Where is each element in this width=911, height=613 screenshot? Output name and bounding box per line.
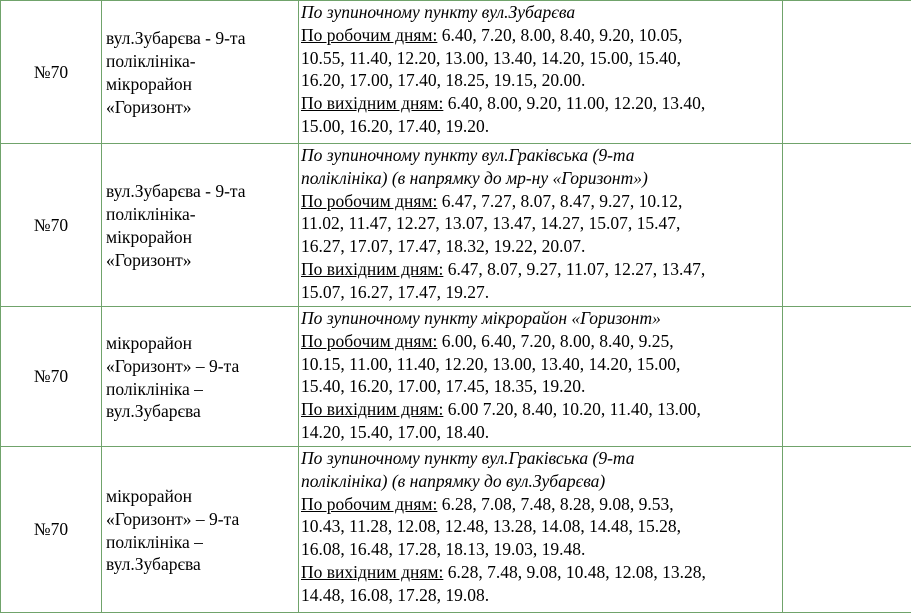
- route-line: вул.Зубарєва - 9-та: [106, 27, 298, 50]
- weekend-times: [301, 92, 782, 115]
- weekend-label: По вихідним дням:: [301, 259, 443, 279]
- stop-name: По зупиночному пункту мікрорайон «Горизонт»: [301, 307, 782, 330]
- route-line: мікрорайон: [106, 485, 298, 508]
- weekday-times-line: 6.47, 7.27, 8.07, 8.47, 9.27, 10.12,: [437, 191, 682, 211]
- weekday-times-line: 6.40, 7.20, 8.00, 8.40, 9.20, 10.05,: [437, 25, 682, 45]
- timetable-cell: [299, 447, 783, 613]
- weekend-label: По вихідним дням:: [301, 399, 443, 419]
- route-line: поліклініка-: [106, 203, 298, 226]
- timetable-cell: [299, 144, 783, 307]
- table-row: [1, 1, 911, 144]
- route-line: мікрорайон: [106, 73, 298, 96]
- route-line: «Горизонт»: [106, 96, 298, 119]
- timetable-cell: [299, 307, 783, 447]
- weekday-times: [301, 330, 782, 353]
- route-description: [102, 307, 299, 447]
- weekend-times-line: 6.28, 7.48, 9.08, 10.48, 12.08, 13.28,: [443, 562, 706, 582]
- stop-name: поліклініка) (в напрямку до вул.Зубарєва): [301, 470, 782, 493]
- route-line: «Горизонт» – 9-та: [106, 508, 298, 531]
- weekend-times-line: 14.48, 16.08, 17.28, 19.08.: [301, 584, 782, 607]
- weekday-times: [301, 493, 782, 516]
- route-number: №70: [1, 144, 102, 307]
- weekday-label: По робочим дням:: [301, 331, 437, 351]
- route-line: поліклініка –: [106, 531, 298, 554]
- table-row: [1, 144, 911, 307]
- weekday-times-line: 10.43, 11.28, 12.08, 12.48, 13.28, 14.08, 14.48, 15.28,: [301, 515, 782, 538]
- route-number: №70: [1, 447, 102, 613]
- weekday-times-line: 16.27, 17.07, 17.47, 18.32, 19.22, 20.07.: [301, 235, 782, 258]
- weekend-times-line: 6.00 7.20, 8.40, 10.20, 11.40, 13.00,: [443, 399, 700, 419]
- route-line: поліклініка-: [106, 50, 298, 73]
- route-description: [102, 144, 299, 307]
- route-number: №70: [1, 307, 102, 447]
- stop-name: По зупиночному пункту вул.Граківська (9-та: [301, 447, 782, 470]
- route-line: «Горизонт»: [106, 249, 298, 272]
- route-line: мікрорайон: [106, 332, 298, 355]
- timetable-cell: [299, 1, 783, 144]
- weekday-times: [301, 24, 782, 47]
- weekend-times: [301, 398, 782, 421]
- weekday-label: По робочим дням:: [301, 494, 437, 514]
- table-row: [1, 307, 911, 447]
- empty-cell: [783, 447, 911, 613]
- weekend-times: [301, 561, 782, 584]
- weekday-times-line: 6.28, 7.08, 7.48, 8.28, 9.08, 9.53,: [437, 494, 673, 514]
- weekday-times: [301, 190, 782, 213]
- weekday-times-line: 6.00, 6.40, 7.20, 8.00, 8.40, 9.25,: [437, 331, 673, 351]
- weekend-times: [301, 258, 782, 281]
- route-line: вул.Зубарєва: [106, 553, 298, 576]
- empty-cell: [783, 307, 911, 447]
- weekend-times-line: 15.07, 16.27, 17.47, 19.27.: [301, 281, 782, 304]
- weekend-label: По вихідним дням:: [301, 562, 443, 582]
- stop-name: По зупиночному пункту вул.Зубарєва: [301, 1, 782, 24]
- empty-cell: [783, 1, 911, 144]
- weekday-times-line: 11.02, 11.47, 12.27, 13.07, 13.47, 14.27, 15.07, 15.47,: [301, 212, 782, 235]
- route-line: вул.Зубарєва - 9-та: [106, 180, 298, 203]
- weekend-times-line: 6.40, 8.00, 9.20, 11.00, 12.20, 13.40,: [443, 93, 705, 113]
- route-number: №70: [1, 1, 102, 144]
- weekend-label: По вихідним дням:: [301, 93, 443, 113]
- weekday-times-line: 10.55, 11.40, 12.20, 13.00, 13.40, 14.20, 15.00, 15.40,: [301, 47, 782, 70]
- weekday-label: По робочим дням:: [301, 191, 437, 211]
- table-row: [1, 447, 911, 613]
- weekday-label: По робочим дням:: [301, 25, 437, 45]
- route-description: [102, 1, 299, 144]
- weekend-times-line: 6.47, 8.07, 9.27, 11.07, 12.27, 13.47,: [443, 259, 705, 279]
- stop-name: По зупиночному пункту вул.Граківська (9-та: [301, 144, 782, 167]
- route-line: мікрорайон: [106, 226, 298, 249]
- route-line: «Горизонт» – 9-та: [106, 355, 298, 378]
- weekday-times-line: 16.08, 16.48, 17.28, 18.13, 19.03, 19.48.: [301, 538, 782, 561]
- weekday-times-line: 16.20, 17.00, 17.40, 18.25, 19.15, 20.00.: [301, 69, 782, 92]
- route-line: вул.Зубарєва: [106, 400, 298, 423]
- weekend-times-line: 15.00, 16.20, 17.40, 19.20.: [301, 115, 782, 138]
- route-description: [102, 447, 299, 613]
- weekend-times-line: 14.20, 15.40, 17.00, 18.40.: [301, 421, 782, 444]
- empty-cell: [783, 144, 911, 307]
- stop-name: поліклініка) (в напрямку до мр-ну «Горизонт»): [301, 167, 782, 190]
- weekday-times-line: 10.15, 11.00, 11.40, 12.20, 13.00, 13.40, 14.20, 15.00,: [301, 353, 782, 376]
- weekday-times-line: 15.40, 16.20, 17.00, 17.45, 18.35, 19.20.: [301, 375, 782, 398]
- route-line: поліклініка –: [106, 378, 298, 401]
